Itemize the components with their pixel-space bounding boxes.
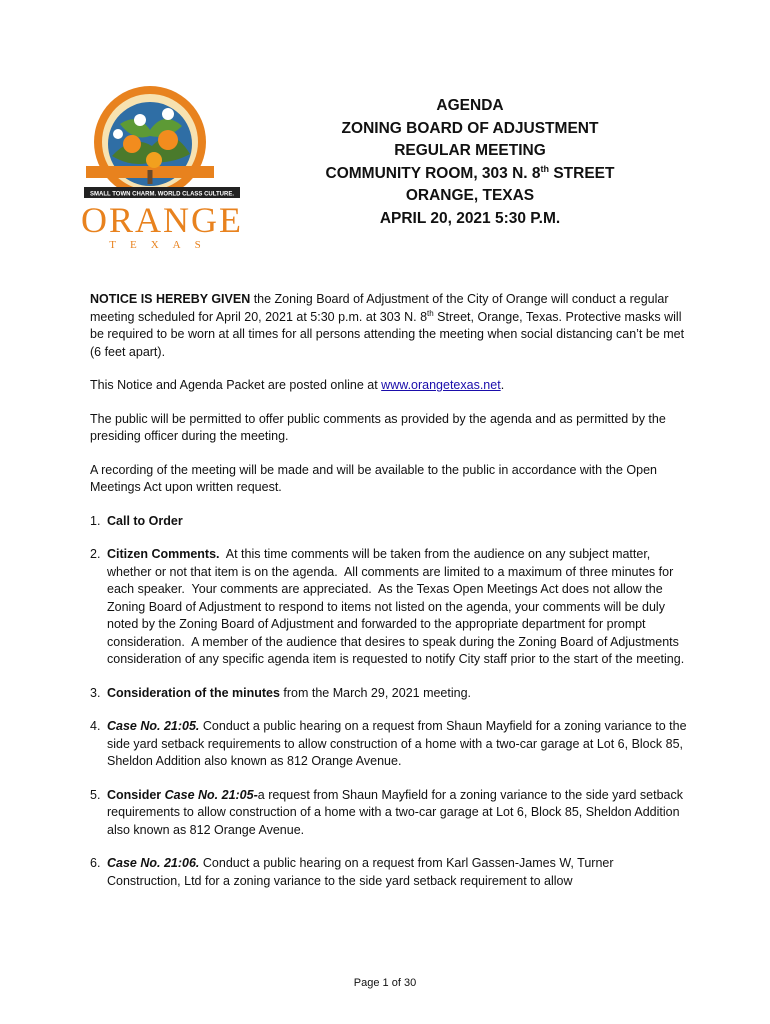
header-title: AGENDA [436, 97, 504, 114]
header-meeting-type: REGULAR MEETING [394, 142, 546, 159]
agenda-item: 1. Call to Order [90, 513, 183, 528]
public-comments-paragraph: The public will be permitted to offer public comments as provided by the agenda and as permitted by the presiding officer during the meeting. [90, 411, 666, 443]
header-city: ORANGE, TEXAS [405, 187, 535, 204]
logo-state: TEXAS [109, 239, 215, 251]
posted-online-paragraph: This Notice and Agenda Packet are posted online at www.orangetexas.net. [90, 378, 505, 392]
agenda-item: 3. Consideration of the minutes from the March 29, 2021 meeting. [90, 685, 472, 700]
orange-tree-emblem-icon [72, 84, 252, 254]
agenda-item: 4. Case No. 21:05. Conduct a public hearing on a request from Shaun Mayfield for a zoning variance to the side yard setback requirements to allow construction of a home with a two-car garage at Lot 6, Block 85, Sheldon Addition also known as 812 Orange Avenue. [90, 719, 687, 768]
recording-paragraph: A recording of the meeting will be made and will be available to the public in accordance with the Open Meetings Act upon written request. [90, 462, 658, 494]
header-location: COMMUNITY ROOM, 303 N. 8th STREET [325, 163, 615, 182]
page-number: Page 1 of 30 [353, 977, 417, 989]
city-of-orange-logo [72, 84, 252, 254]
agenda-body [90, 291, 690, 906]
orangetexas-link[interactable]: www.orangetexas.net [381, 378, 501, 392]
agenda-items [90, 513, 690, 891]
logo-city: ORANGE [81, 200, 243, 240]
agenda-item: 5. Consider Case No. 21:05-a request from Shaun Mayfield for a zoning variance to the side yard setback requirements to allow construction of a home with a two-car garage at Lot 6, Block 85, Sheldon Addition also known as 812 Orange Avenue. [90, 787, 683, 837]
logo-tagline: SMALL TOWN CHARM. WORLD CLASS CULTURE. [90, 191, 234, 198]
agenda-item: 2. Citizen Comments. At this time comments will be taken from the audience on any subject matter, whether or not that item is on the agenda. All comments are limited to a maximum of three minutes for each speaker. Your comments are appreciated. As the Texas Open Meetings Act does not allow the Zoning Board of Adjustment to respond to items not listed on the agenda, your comments will be duly noted by the Zoning Board of Adjustment and forwarded to the appropriate department for prompt consideration. A member of the audience that desires to speak during the Zoning Board of Adjustments consideration of any specific agenda item is requested to notify City staff prior to the start of the meeting. [90, 547, 685, 666]
agenda-header [285, 95, 655, 230]
header-date: APRIL 20, 2021 5:30 P.M. [379, 209, 561, 227]
header-board: ZONING BOARD OF ADJUSTMENT [341, 119, 599, 137]
agenda-item: 6. Case No. 21:06. Conduct a public hearing on a request from Karl Gassen-James W, Turner Construction, Ltd for a zoning variance to the side yard setback requirement to allow [90, 856, 614, 888]
notice-paragraph: NOTICE IS HEREBY GIVEN the Zoning Board of Adjustment of the City of Orange will conduct a regular meeting scheduled for April 20, 2021 at 5:30 p.m. at 303 N. 8th Street, Orange, Texas. Protective masks will be required to be worn at all times for all persons attending the meeting when social distancing can’t be met (6 feet apart). [90, 292, 685, 359]
